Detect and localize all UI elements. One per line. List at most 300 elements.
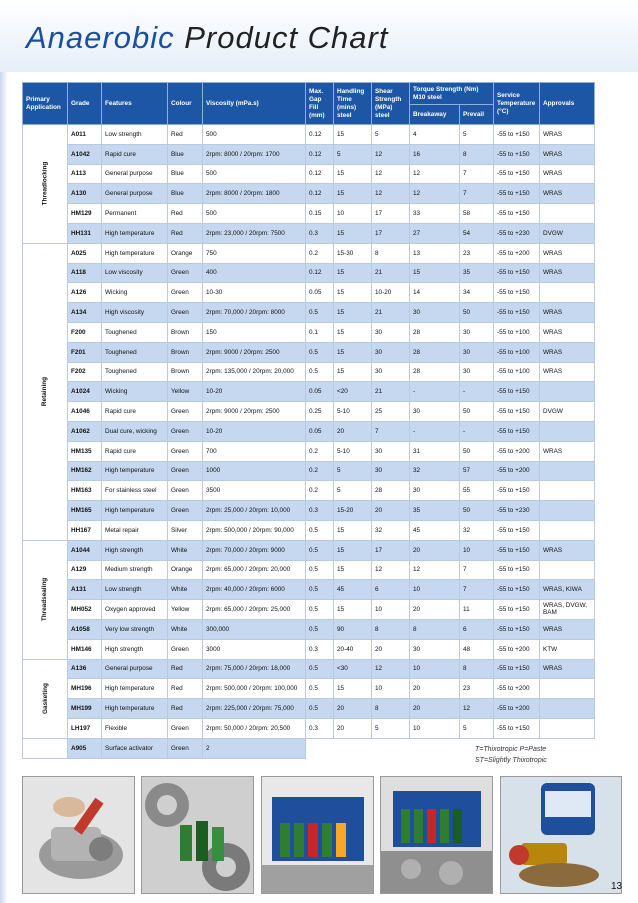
- cell-colour: Green: [168, 263, 203, 283]
- cell-shear: 21: [372, 263, 410, 283]
- note-slightly-thixotropic: ST=Slightly Thixotropic: [475, 757, 547, 764]
- cell-handling: 5-10: [334, 441, 372, 461]
- cell-features: Surface activator: [102, 738, 168, 758]
- table-row: [23, 659, 595, 679]
- cell-handling: 15: [334, 520, 372, 540]
- cell-approvals: WRAS: [540, 342, 595, 362]
- cell-grade: A113: [68, 164, 102, 184]
- cell-handling: 15: [334, 679, 372, 699]
- cell-approvals: [540, 560, 595, 580]
- table-row: [23, 639, 595, 659]
- cell-shear: 8: [372, 243, 410, 263]
- cell-colour: Blue: [168, 164, 203, 184]
- cell-features: Low strength: [102, 580, 168, 600]
- header-gap: Max. Gap Fill (mm): [306, 83, 334, 125]
- cell-handling: 15: [334, 560, 372, 580]
- cell-prevail: -: [460, 421, 494, 441]
- cell-shear: 30: [372, 362, 410, 382]
- cell-temp: -55 to +100: [494, 342, 540, 362]
- cell-prevail: 7: [460, 164, 494, 184]
- cell-prevail: 11: [460, 600, 494, 620]
- cell-temp: -55 to +150: [494, 184, 540, 204]
- cell-features: Low strength: [102, 125, 168, 145]
- product-table-wrapper: [22, 82, 594, 759]
- product-photos: [22, 776, 638, 892]
- cell-prevail: 54: [460, 223, 494, 243]
- cell-features: High viscosity: [102, 303, 168, 323]
- cell-handling: 15-30: [334, 243, 372, 263]
- cell-prevail: 32: [460, 520, 494, 540]
- cell-temp: -55 to +200: [494, 461, 540, 481]
- cell-shear: 7: [372, 421, 410, 441]
- cell-colour: Brown: [168, 362, 203, 382]
- cell-breakaway: -: [410, 382, 460, 402]
- cell-handling: 15-20: [334, 501, 372, 521]
- cell-colour: Red: [168, 204, 203, 224]
- cell-features: Toughened: [102, 342, 168, 362]
- cell-approvals: WRAS, DVGW, BAM: [540, 600, 595, 620]
- cell-colour: Red: [168, 659, 203, 679]
- cell-colour: Red: [168, 679, 203, 699]
- cell-shear: 20: [372, 501, 410, 521]
- cell-temp: -55 to +200: [494, 441, 540, 461]
- cell-features: Toughened: [102, 362, 168, 382]
- cell-temp: -55 to +230: [494, 501, 540, 521]
- cell-colour: Silver: [168, 520, 203, 540]
- cell-prevail: 8: [460, 659, 494, 679]
- cell-viscosity: 2rpm: 75,000 / 20rpm: 18,000: [203, 659, 306, 679]
- cell-gap: 0.5: [306, 303, 334, 323]
- cell-handling: 90: [334, 619, 372, 639]
- cell-colour: Green: [168, 718, 203, 738]
- cell-temp: -55 to +200: [494, 243, 540, 263]
- cell-gap: 0.2: [306, 441, 334, 461]
- cell-colour: Orange: [168, 560, 203, 580]
- cell-shear: 10-20: [372, 283, 410, 303]
- cell-grade: HM146: [68, 639, 102, 659]
- cell-approvals: WRAS: [540, 243, 595, 263]
- cell-breakaway: 28: [410, 362, 460, 382]
- cell-prevail: 48: [460, 639, 494, 659]
- cell-viscosity: 2rpm: 65,000 / 20rpm: 25,000: [203, 600, 306, 620]
- cell-handling: 20-40: [334, 639, 372, 659]
- cell-gap: 0.3: [306, 501, 334, 521]
- header-grade: Grade: [68, 83, 102, 125]
- cell-breakaway: 31: [410, 441, 460, 461]
- cell-breakaway: 27: [410, 223, 460, 243]
- cell-colour: Yellow: [168, 382, 203, 402]
- cell-temp: -55 to +100: [494, 362, 540, 382]
- table-row: [23, 263, 595, 283]
- cell-temp: -55 to +150: [494, 540, 540, 560]
- cell-prevail: 50: [460, 402, 494, 422]
- cell-prevail: 5: [460, 718, 494, 738]
- cell-viscosity: 150: [203, 322, 306, 342]
- cell-grade: A1062: [68, 421, 102, 441]
- cell-handling: 45: [334, 580, 372, 600]
- cell-grade: A1024: [68, 382, 102, 402]
- cell-shear: 32: [372, 520, 410, 540]
- cell-gap: 0.5: [306, 659, 334, 679]
- cell-features: Toughened: [102, 322, 168, 342]
- cell-handling: <30: [334, 659, 372, 679]
- table-row: [23, 580, 595, 600]
- header-shear: Shear Strength (MPa) steel: [372, 83, 410, 125]
- cell-colour: Green: [168, 402, 203, 422]
- cell-gap: 0.1: [306, 322, 334, 342]
- cell-approvals: [540, 382, 595, 402]
- cell-temp: -55 to +150: [494, 580, 540, 600]
- cell-gap: 0.5: [306, 342, 334, 362]
- cell-grade: HM129: [68, 204, 102, 224]
- cell-grade: F201: [68, 342, 102, 362]
- cell-temp: -55 to +150: [494, 283, 540, 303]
- cell-shear: 17: [372, 204, 410, 224]
- cell-approvals: WRAS: [540, 441, 595, 461]
- cell-temp: -55 to +200: [494, 699, 540, 719]
- note-thixotropic: T=Thixotropic P=Paste: [475, 746, 547, 753]
- cell-gap: 0.12: [306, 184, 334, 204]
- cell-temp: -55 to +150: [494, 659, 540, 679]
- cell-shear: 6: [372, 580, 410, 600]
- title-part-1: Anaerobic: [26, 20, 175, 55]
- cell-grade: A134: [68, 303, 102, 323]
- cell-approvals: WRAS: [540, 303, 595, 323]
- cell-shear: 28: [372, 481, 410, 501]
- cell-gap: 0.5: [306, 540, 334, 560]
- cell-grade: A025: [68, 243, 102, 263]
- cell-shear: 21: [372, 382, 410, 402]
- cell-breakaway: 14: [410, 283, 460, 303]
- cell-colour: White: [168, 580, 203, 600]
- table-row: [23, 144, 595, 164]
- cell-viscosity: 300,000: [203, 619, 306, 639]
- cell-breakaway: 10: [410, 580, 460, 600]
- cell-prevail: 8: [460, 144, 494, 164]
- cell-breakaway: 12: [410, 560, 460, 580]
- cell-shear: 10: [372, 679, 410, 699]
- cell-viscosity: 1000: [203, 461, 306, 481]
- header-temperature: Service Temperature (°C): [494, 83, 540, 125]
- cell-features: High temperature: [102, 699, 168, 719]
- cell-approvals: [540, 283, 595, 303]
- cell-handling: 20: [334, 421, 372, 441]
- cell-features: Rapid cure: [102, 441, 168, 461]
- photo-bearings-and-bottles: [141, 776, 254, 894]
- cell-handling: 15: [334, 362, 372, 382]
- cell-features: Flexible: [102, 718, 168, 738]
- cell-colour: Brown: [168, 342, 203, 362]
- cell-shear: 30: [372, 322, 410, 342]
- cell-shear: 20: [372, 639, 410, 659]
- table-row: [23, 421, 595, 441]
- header-features: Features: [102, 83, 168, 125]
- cell-prevail: 35: [460, 263, 494, 283]
- cell-breakaway: 20: [410, 540, 460, 560]
- cell-prevail: 5: [460, 125, 494, 145]
- cell-prevail: 30: [460, 342, 494, 362]
- cell-approvals: WRAS: [540, 362, 595, 382]
- cell-approvals: DVGW: [540, 223, 595, 243]
- cell-approvals: WRAS: [540, 184, 595, 204]
- cell-viscosity: 2rpm: 8000 / 20rpm: 1700: [203, 144, 306, 164]
- cell-prevail: 7: [460, 560, 494, 580]
- cell-temp: -55 to +150: [494, 303, 540, 323]
- cell-colour: Green: [168, 303, 203, 323]
- cell-viscosity: 2rpm: 8000 / 20rpm: 1800: [203, 184, 306, 204]
- cell-shear: 12: [372, 184, 410, 204]
- cell-handling: 15: [334, 184, 372, 204]
- table-row: [23, 560, 595, 580]
- table-row: [23, 303, 595, 323]
- table-row: [23, 125, 595, 145]
- application-group-label: [23, 125, 68, 244]
- cell-grade: LH197: [68, 718, 102, 738]
- cell-viscosity: 2rpm: 70,000 / 20rpm: 8000: [203, 303, 306, 323]
- cell-approvals: [540, 520, 595, 540]
- cell-temp: -55 to +150: [494, 421, 540, 441]
- cell-gap: 0.5: [306, 362, 334, 382]
- cell-gap: 0.5: [306, 580, 334, 600]
- cell-viscosity: 2rpm: 70,000 / 20rpm: 9000: [203, 540, 306, 560]
- table-row: [23, 283, 595, 303]
- cell-grade: MH196: [68, 679, 102, 699]
- cell-features: High temperature: [102, 501, 168, 521]
- cell-features: Very low strength: [102, 619, 168, 639]
- cell-shear: 5: [372, 718, 410, 738]
- cell-breakaway: 20: [410, 679, 460, 699]
- notes: [475, 744, 547, 766]
- cell-grade: HM163: [68, 481, 102, 501]
- cell-temp: -55 to +150: [494, 600, 540, 620]
- cell-approvals: [540, 718, 595, 738]
- table-row: [23, 718, 595, 738]
- application-blank: [23, 738, 68, 758]
- table-row: [23, 204, 595, 224]
- application-name: Threadlocking: [41, 162, 49, 206]
- cell-handling: 15: [334, 322, 372, 342]
- cell-colour: Green: [168, 441, 203, 461]
- cell-gap: 0.05: [306, 421, 334, 441]
- cell-breakaway: 33: [410, 204, 460, 224]
- table-row: [23, 342, 595, 362]
- cell-viscosity: 750: [203, 243, 306, 263]
- cell-prevail: -: [460, 382, 494, 402]
- cell-temp: -55 to +150: [494, 402, 540, 422]
- cell-viscosity: 2rpm: 9000 / 20rpm: 2500: [203, 342, 306, 362]
- table-row: [23, 619, 595, 639]
- table-row: [23, 699, 595, 719]
- header-torque: Torque Strength (Nm) M10 steel: [410, 83, 494, 105]
- cell-handling: 15: [334, 283, 372, 303]
- cell-viscosity: 3000: [203, 639, 306, 659]
- cell-features: High temperature: [102, 243, 168, 263]
- cell-gap: 0.12: [306, 125, 334, 145]
- table-row: [23, 540, 595, 560]
- cell-shear: 12: [372, 144, 410, 164]
- cell-temp: -55 to +200: [494, 679, 540, 699]
- cell-features: General purpose: [102, 164, 168, 184]
- photo-bottle-and-pipe: [500, 776, 622, 894]
- cell-handling: 15: [334, 303, 372, 323]
- cell-breakaway: 30: [410, 402, 460, 422]
- cell-features: High strength: [102, 639, 168, 659]
- application-group-label: [23, 659, 68, 738]
- cell-grade: HM135: [68, 441, 102, 461]
- cell-prevail: 34: [460, 283, 494, 303]
- cell-handling: 15: [334, 342, 372, 362]
- cell-breakaway: 10: [410, 659, 460, 679]
- cell-temp: -55 to +150: [494, 382, 540, 402]
- cell-features: Permanent: [102, 204, 168, 224]
- cell-grade: A136: [68, 659, 102, 679]
- table-row: [23, 520, 595, 540]
- cell-prevail: 58: [460, 204, 494, 224]
- cell-handling: 15: [334, 600, 372, 620]
- table-row: [23, 184, 595, 204]
- cell-shear: 8: [372, 619, 410, 639]
- cell-features: Rapid cure: [102, 144, 168, 164]
- cell-gap: 0.05: [306, 382, 334, 402]
- table-row: [23, 223, 595, 243]
- cell-grade: MH199: [68, 699, 102, 719]
- cell-prevail: 23: [460, 679, 494, 699]
- cell-breakaway: 30: [410, 639, 460, 659]
- cell-colour: Green: [168, 639, 203, 659]
- cell-gap: 0.3: [306, 223, 334, 243]
- cell-gap: 0.12: [306, 263, 334, 283]
- cell-temp: -55 to +230: [494, 223, 540, 243]
- table-row: [23, 322, 595, 342]
- cell-grade: A1042: [68, 144, 102, 164]
- cell-approvals: KTW: [540, 639, 595, 659]
- cell-approvals: WRAS: [540, 659, 595, 679]
- header-application: Primary Application: [23, 83, 68, 125]
- table-row: [23, 600, 595, 620]
- cell-gap: 0.12: [306, 164, 334, 184]
- table-row: [23, 164, 595, 184]
- cell-temp: -55 to +150: [494, 204, 540, 224]
- cell-grade: HM165: [68, 501, 102, 521]
- cell-colour: Brown: [168, 322, 203, 342]
- cell-shear: 12: [372, 164, 410, 184]
- cell-features: General purpose: [102, 659, 168, 679]
- cell-breakaway: 20: [410, 600, 460, 620]
- header-breakaway: Breakaway: [410, 105, 460, 125]
- cell-features: High temperature: [102, 223, 168, 243]
- header-viscosity: Viscosity (mPa.s): [203, 83, 306, 125]
- cell-grade: A118: [68, 263, 102, 283]
- cell-breakaway: 16: [410, 144, 460, 164]
- cell-shear: 12: [372, 659, 410, 679]
- cell-gap: 0.5: [306, 699, 334, 719]
- cell-gap: 0.5: [306, 600, 334, 620]
- cell-breakaway: 12: [410, 184, 460, 204]
- cell-grade: F202: [68, 362, 102, 382]
- cell-grade: HM162: [68, 461, 102, 481]
- cell-approvals: WRAS: [540, 144, 595, 164]
- cell-gap: 0.5: [306, 560, 334, 580]
- application-name: Retaining: [41, 377, 49, 407]
- cell-gap: 0.12: [306, 144, 334, 164]
- cell-features: High strength: [102, 540, 168, 560]
- cell-prevail: 30: [460, 362, 494, 382]
- cell-temp: -55 to +150: [494, 125, 540, 145]
- cell-gap: 0.5: [306, 520, 334, 540]
- cell-breakaway: 45: [410, 520, 460, 540]
- cell-viscosity: 2: [203, 738, 306, 758]
- cell-shear: 8: [372, 699, 410, 719]
- cell-handling: 15: [334, 164, 372, 184]
- cell-shear: 30: [372, 461, 410, 481]
- cell-prevail: 50: [460, 501, 494, 521]
- cell-colour: Orange: [168, 243, 203, 263]
- cell-approvals: [540, 461, 595, 481]
- cell-handling: 15: [334, 263, 372, 283]
- table-body: [23, 125, 595, 759]
- cell-gap: 0.05: [306, 283, 334, 303]
- cell-breakaway: 30: [410, 303, 460, 323]
- header-handling: Handling Time (mins) steel: [334, 83, 372, 125]
- cell-breakaway: 10: [410, 718, 460, 738]
- cell-temp: -55 to +200: [494, 639, 540, 659]
- cell-prevail: 23: [460, 243, 494, 263]
- cell-features: Wicking: [102, 382, 168, 402]
- cell-grade: A905: [68, 738, 102, 758]
- cell-colour: Red: [168, 223, 203, 243]
- cell-shear: 30: [372, 441, 410, 461]
- cell-prevail: 50: [460, 303, 494, 323]
- cell-temp: -55 to +150: [494, 560, 540, 580]
- cell-approvals: [540, 481, 595, 501]
- cell-prevail: 12: [460, 699, 494, 719]
- cell-approvals: [540, 204, 595, 224]
- cell-colour: Green: [168, 501, 203, 521]
- cell-shear: 17: [372, 540, 410, 560]
- cell-viscosity: 400: [203, 263, 306, 283]
- cell-gap: 0.2: [306, 243, 334, 263]
- cell-prevail: 55: [460, 481, 494, 501]
- cell-gap: 0.3: [306, 718, 334, 738]
- cell-shear: 21: [372, 303, 410, 323]
- cell-prevail: 30: [460, 322, 494, 342]
- cell-breakaway: 13: [410, 243, 460, 263]
- cell-breakaway: -: [410, 421, 460, 441]
- title-part-2: Product Chart: [184, 20, 389, 55]
- cell-viscosity: 2rpm: 500,000 / 20rpm: 100,000: [203, 679, 306, 699]
- cell-viscosity: 2rpm: 65,000 / 20rpm: 20,000: [203, 560, 306, 580]
- photo-applying-adhesive: [22, 776, 135, 894]
- cell-grade: A130: [68, 184, 102, 204]
- cell-handling: 10: [334, 204, 372, 224]
- cell-viscosity: 2rpm: 500,000 / 20rpm: 90,000: [203, 520, 306, 540]
- cell-handling: 20: [334, 718, 372, 738]
- cell-handling: 5: [334, 481, 372, 501]
- cell-temp: -55 to +150: [494, 144, 540, 164]
- cell-approvals: DVGW: [540, 402, 595, 422]
- cell-features: Metal repair: [102, 520, 168, 540]
- cell-features: Wicking: [102, 283, 168, 303]
- cell-approvals: WRAS: [540, 263, 595, 283]
- cell-handling: 5: [334, 461, 372, 481]
- page-title: [26, 20, 388, 56]
- cell-gap: 0.3: [306, 639, 334, 659]
- cell-features: Dual cure, wicking: [102, 421, 168, 441]
- cell-prevail: 50: [460, 441, 494, 461]
- cell-viscosity: 10-20: [203, 421, 306, 441]
- cell-breakaway: 8: [410, 619, 460, 639]
- cell-colour: Green: [168, 283, 203, 303]
